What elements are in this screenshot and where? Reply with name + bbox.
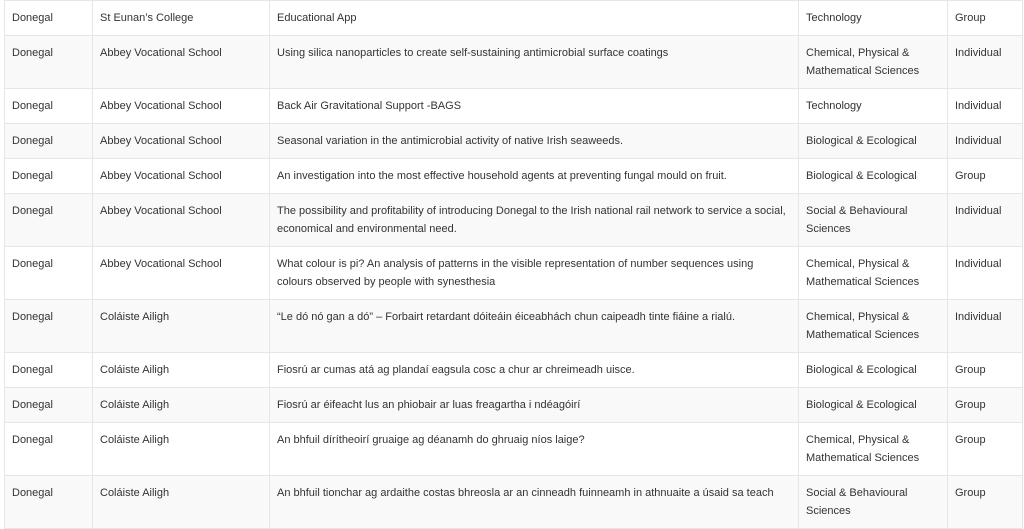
- county-cell: Donegal: [5, 353, 93, 388]
- school-cell: Coláiste Ailigh: [93, 423, 270, 476]
- category-cell: Technology: [799, 1, 948, 36]
- category-cell: Biological & Ecological: [799, 124, 948, 159]
- category-cell: Chemical, Physical & Mathematical Sciences: [799, 247, 948, 300]
- project-title-cell: An bhfuil dírítheoirí gruaige ag déanamh do ghruaig níos laige?: [270, 423, 799, 476]
- projects-table-body: [5, 1, 1023, 529]
- table-row: [5, 89, 1023, 124]
- project-title-cell: Using silica nanoparticles to create self-sustaining antimicrobial surface coatings: [270, 36, 799, 89]
- entry-type-cell: Individual: [948, 300, 1023, 353]
- school-cell: Abbey Vocational School: [93, 159, 270, 194]
- project-title-cell: Fiosrú ar cumas atá ag plandaí eagsula cosc a chur ar chreimeadh uisce.: [270, 353, 799, 388]
- project-title-cell: Back Air Gravitational Support -BAGS: [270, 89, 799, 124]
- county-cell: Donegal: [5, 247, 93, 300]
- project-title-cell: Educational App: [270, 1, 799, 36]
- county-cell: Donegal: [5, 159, 93, 194]
- entry-type-cell: Group: [948, 1, 1023, 36]
- category-cell: Chemical, Physical & Mathematical Sciences: [799, 423, 948, 476]
- county-cell: Donegal: [5, 388, 93, 423]
- project-title-cell: “Le dó nó gan a dó” – Forbairt retardant dóiteáin éiceabhách chun caipeadh tinte fiáine a rialú.: [270, 300, 799, 353]
- table-row: [5, 124, 1023, 159]
- table-row: [5, 476, 1023, 529]
- county-cell: Donegal: [5, 194, 93, 247]
- county-cell: Donegal: [5, 476, 93, 529]
- school-cell: Abbey Vocational School: [93, 124, 270, 159]
- entry-type-cell: Individual: [948, 124, 1023, 159]
- table-row: [5, 159, 1023, 194]
- school-cell: Coláiste Ailigh: [93, 353, 270, 388]
- entry-type-cell: Individual: [948, 247, 1023, 300]
- table-row: [5, 247, 1023, 300]
- entry-type-cell: Individual: [948, 194, 1023, 247]
- table-row: [5, 194, 1023, 247]
- county-cell: Donegal: [5, 89, 93, 124]
- entry-type-cell: Individual: [948, 36, 1023, 89]
- school-cell: Abbey Vocational School: [93, 247, 270, 300]
- category-cell: Technology: [799, 89, 948, 124]
- entry-type-cell: Group: [948, 159, 1023, 194]
- entry-type-cell: Individual: [948, 89, 1023, 124]
- entry-type-cell: Group: [948, 388, 1023, 423]
- category-cell: Biological & Ecological: [799, 353, 948, 388]
- table-row: [5, 300, 1023, 353]
- project-title-cell: An investigation into the most effective household agents at preventing fungal mould on fruit.: [270, 159, 799, 194]
- county-cell: Donegal: [5, 300, 93, 353]
- category-cell: Social & Behavioural Sciences: [799, 476, 948, 529]
- project-title-cell: What colour is pi? An analysis of patterns in the visible representation of number sequences using colours observed by people with synesthesia: [270, 247, 799, 300]
- category-cell: Chemical, Physical & Mathematical Sciences: [799, 36, 948, 89]
- county-cell: Donegal: [5, 423, 93, 476]
- table-row: [5, 1, 1023, 36]
- school-cell: Coláiste Ailigh: [93, 300, 270, 353]
- county-cell: Donegal: [5, 1, 93, 36]
- county-cell: Donegal: [5, 124, 93, 159]
- projects-table-container: [4, 0, 1022, 529]
- project-title-cell: Fiosrú ar éifeacht lus an phiobair ar luas freagartha i ndéagóirí: [270, 388, 799, 423]
- project-title-cell: The possibility and profitability of introducing Donegal to the Irish national rail network to service a social, economical and environmental need.: [270, 194, 799, 247]
- school-cell: Abbey Vocational School: [93, 194, 270, 247]
- entry-type-cell: Group: [948, 476, 1023, 529]
- school-cell: St Eunan’s College: [93, 1, 270, 36]
- table-row: [5, 36, 1023, 89]
- entry-type-cell: Group: [948, 423, 1023, 476]
- table-row: [5, 423, 1023, 476]
- school-cell: Coláiste Ailigh: [93, 476, 270, 529]
- table-row: [5, 353, 1023, 388]
- school-cell: Abbey Vocational School: [93, 89, 270, 124]
- projects-table: [4, 0, 1023, 529]
- table-row: [5, 388, 1023, 423]
- school-cell: Abbey Vocational School: [93, 36, 270, 89]
- category-cell: Chemical, Physical & Mathematical Sciences: [799, 300, 948, 353]
- category-cell: Biological & Ecological: [799, 159, 948, 194]
- project-title-cell: An bhfuil tionchar ag ardaithe costas bhreosla ar an cinneadh fuinneamh in athnuaite a úsaid sa teach: [270, 476, 799, 529]
- project-title-cell: Seasonal variation in the antimicrobial activity of native Irish seaweeds.: [270, 124, 799, 159]
- entry-type-cell: Group: [948, 353, 1023, 388]
- school-cell: Coláiste Ailigh: [93, 388, 270, 423]
- county-cell: Donegal: [5, 36, 93, 89]
- category-cell: Social & Behavioural Sciences: [799, 194, 948, 247]
- category-cell: Biological & Ecological: [799, 388, 948, 423]
